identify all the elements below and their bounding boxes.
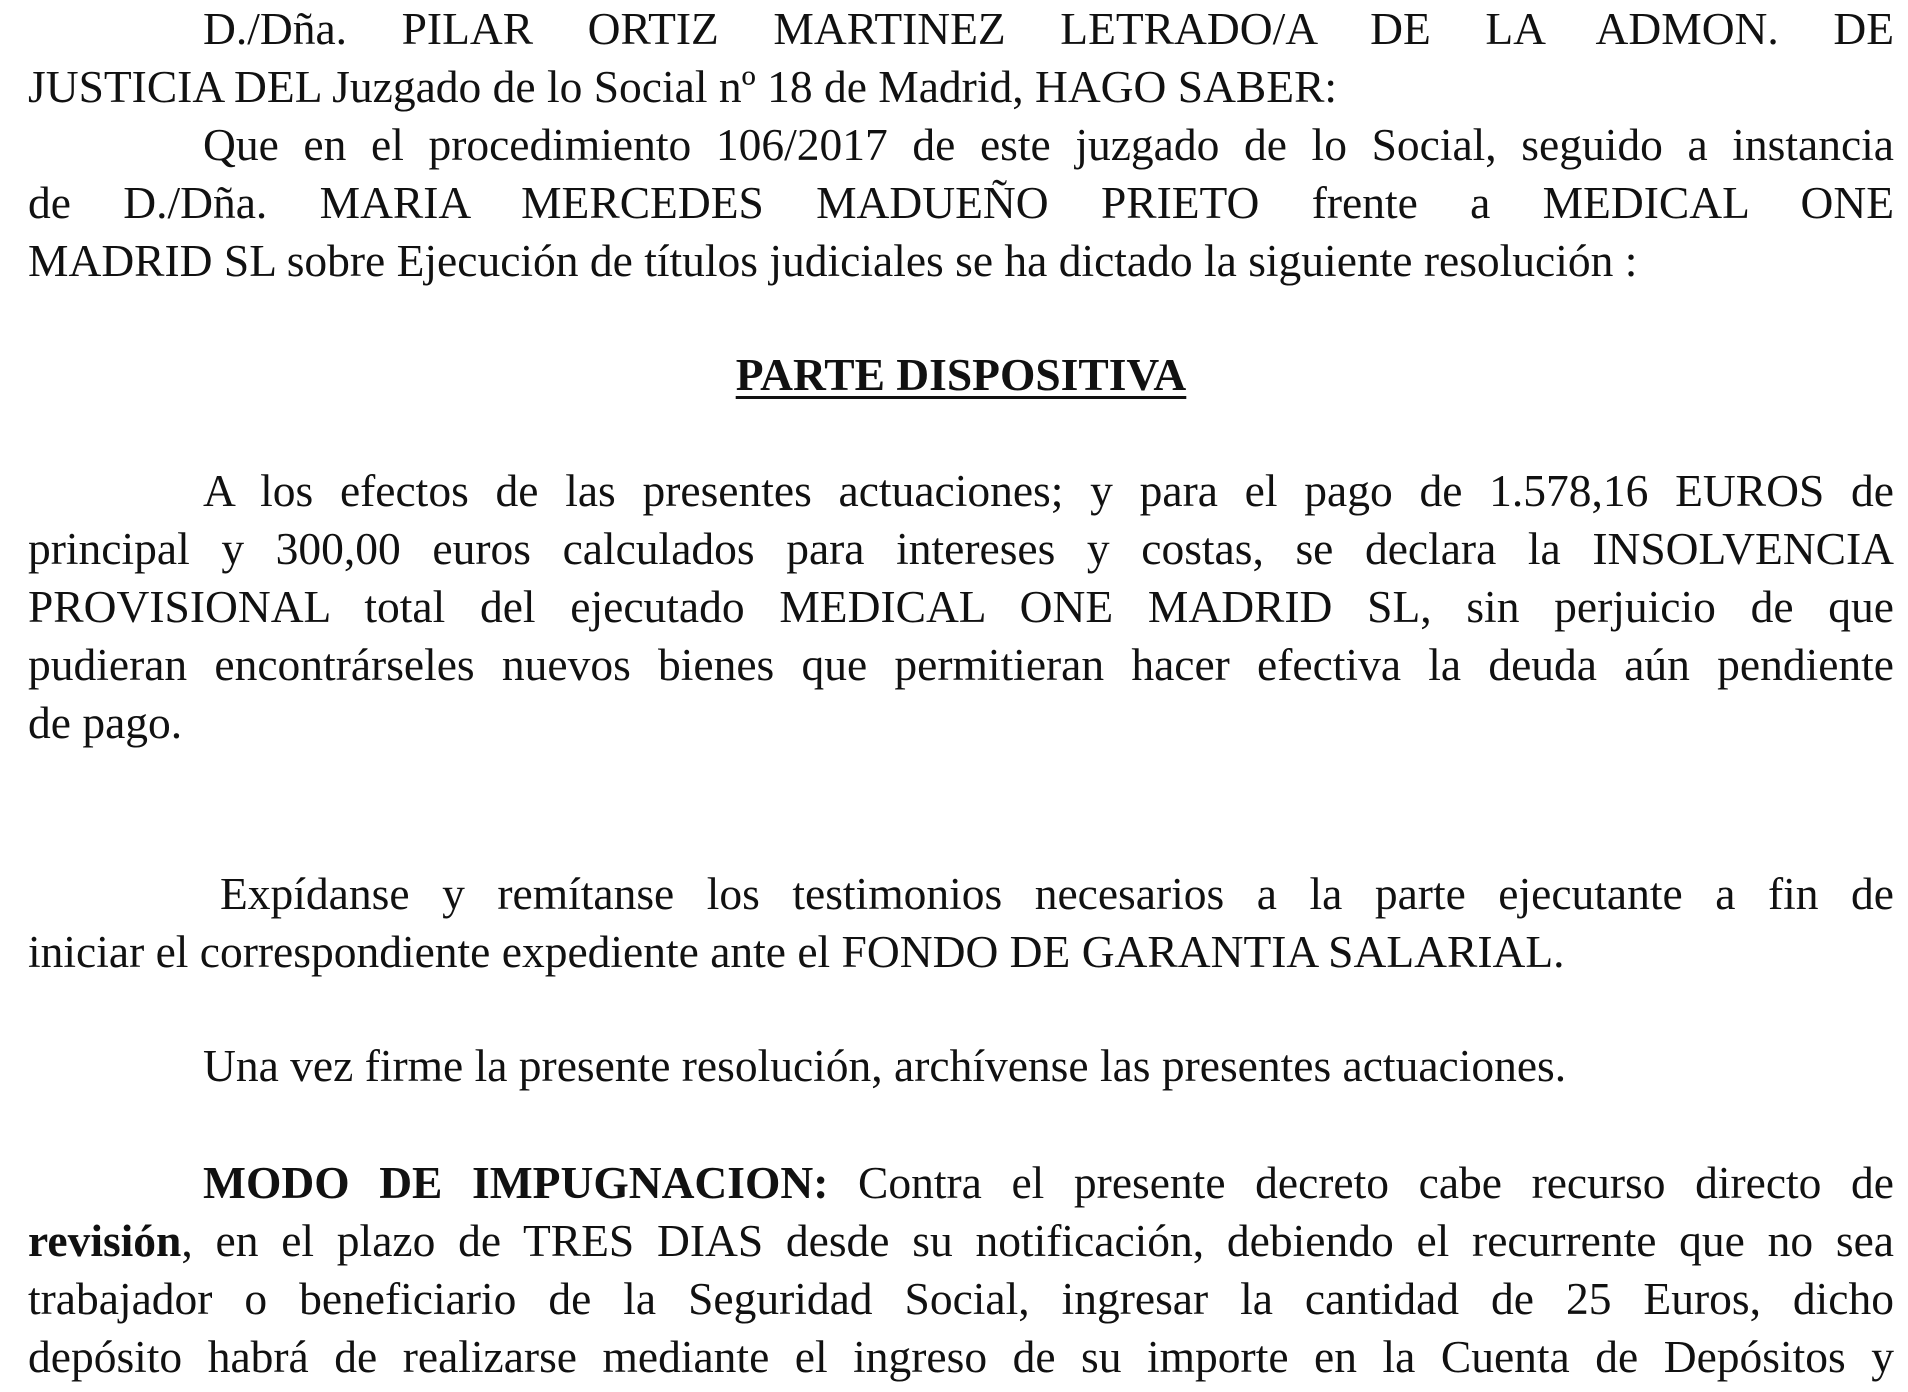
revision-term: revisión: [28, 1215, 182, 1266]
para4-line-3: trabajador o beneficiario de la Seguridad Social, ingresar la cantidad de 25 Euros, dicho: [28, 1273, 1894, 1324]
para4-line-1-rest: Contra el presente decreto cabe recurso directo de: [828, 1157, 1894, 1208]
intro-line-3: MADRID SL sobre Ejecución de títulos judiciales se ha dictado la siguiente resolución :: [28, 235, 1638, 286]
para3-line-1: Una vez firme la presente resolución, archívense las presentes actuaciones.: [203, 1040, 1567, 1091]
para4-line-4: depósito habrá de realizarse mediante el ingreso de su importe en la Cuenta de Depósitos y: [28, 1331, 1894, 1382]
para4-line-2: [28, 1212, 1894, 1270]
para4-line-2-rest: , en el plazo de TRES DIAS desde su notificación, debiendo el recurrente que no sea: [181, 1215, 1894, 1266]
para2-line-2: iniciar el correspondiente expediente ante el FONDO DE GARANTIA SALARIAL.: [28, 926, 1565, 977]
para4-line-1: [28, 1154, 1894, 1212]
section-title-block: [28, 346, 1894, 404]
paragraph-testimonios: [28, 865, 1894, 981]
para2-line-1: Expídanse y remítanse los testimonios necesarios a la parte ejecutante a fin de: [220, 868, 1894, 919]
paragraph-insolvencia: [28, 462, 1894, 752]
intro-paragraph: [28, 116, 1894, 290]
section-title-wrapper: [28, 346, 1894, 404]
header-line-2: JUSTICIA DEL Juzgado de lo Social nº 18 de Madrid, HAGO SABER:: [28, 61, 1338, 112]
para1-line-1: A los efectos de las presentes actuaciones; y para el pago de 1.578,16 EUROS de: [203, 465, 1894, 516]
paragraph-impugnacion: [28, 1154, 1894, 1386]
header-paragraph: [28, 0, 1894, 116]
paragraph-archivo: [28, 1037, 1894, 1095]
para1-line-3: PROVISIONAL total del ejecutado MEDICAL ONE MADRID SL, sin perjuicio de que: [28, 581, 1894, 632]
intro-line-1: Que en el procedimiento 106/2017 de este juzgado de lo Social, seguido a instancia: [203, 119, 1894, 170]
intro-line-2: de D./Dña. MARIA MERCEDES MADUEÑO PRIETO frente a MEDICAL ONE: [28, 177, 1894, 228]
header-line-1: D./Dña. PILAR ORTIZ MARTINEZ LETRADO/A DE LA ADMON. DE: [203, 3, 1894, 54]
para1-line-4: pudieran encontrárseles nuevos bienes que permitieran hacer efectiva la deuda aún pendiente: [28, 639, 1894, 690]
para1-line-2: principal y 300,00 euros calculados para intereses y costas, se declara la INSOLVENCIA: [28, 523, 1894, 574]
section-title: PARTE DISPOSITIVA: [735, 349, 1187, 400]
impugnacion-label: MODO DE IMPUGNACION:: [203, 1157, 829, 1208]
para1-line-5: de pago.: [28, 697, 183, 748]
